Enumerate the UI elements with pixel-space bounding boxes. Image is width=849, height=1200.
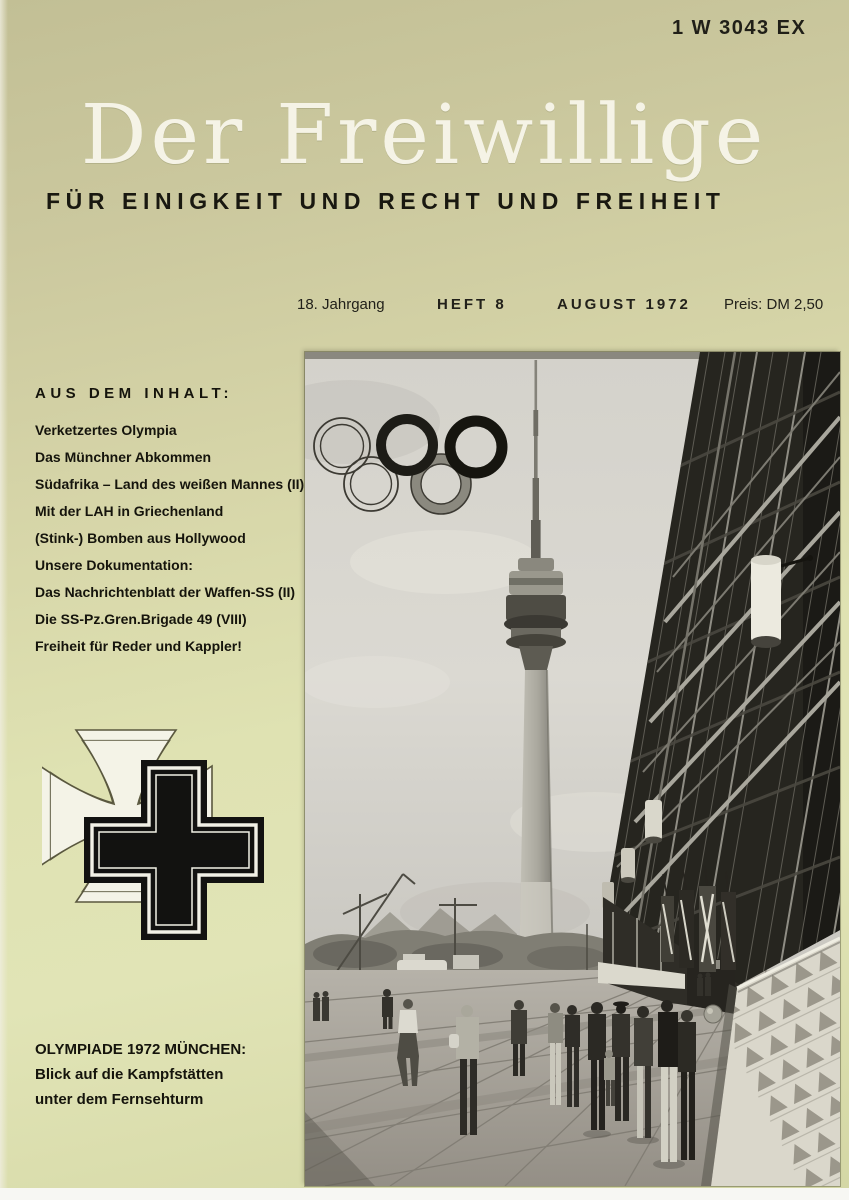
issue-date: AUGUST 1972 [557,296,691,313]
contents-item: Mit der LAH in Griechenland [35,503,224,519]
caption-line-2: Blick auf die Kampfstätten [35,1066,224,1083]
issue-info-line [0,296,849,318]
contents-item: Freiheit für Reder und Kappler! [35,638,242,654]
magazine-subtitle: FÜR EINIGKEIT UND RECHT UND FREIHEIT [46,188,726,214]
issue-number: HEFT 8 [437,296,507,313]
contents-item: Das Münchner Abkommen [35,449,212,465]
issue-volume: 18. Jahrgang [297,296,385,313]
balloon-highlight [707,1008,713,1014]
magazine-title: Der Freiwillige [80,88,768,183]
iron-cross-emblem-icon [42,728,264,942]
contents-item: Das Nachrichtenblatt der Waffen-SS (II) [35,584,296,600]
contents-item: Südafrika – Land des weißen Mannes (II) [35,476,305,492]
caption-line-1: OLYMPIADE 1972 MÜNCHEN: [35,1041,247,1058]
scan-background-strip [0,1188,849,1200]
scan-edge [0,0,8,1188]
contents-item: (Stink-) Bomben aus Hollywood [35,530,246,546]
contents-heading: AUS DEM INHALT: [35,385,234,402]
photo-caption [35,1037,246,1112]
contents-item: Verketzertes Olympia [35,422,177,438]
contents-block [35,385,303,660]
contents-item: Unsere Dokumentation: [35,557,193,573]
inventory-stamp: 1 W 3043 EX [672,17,807,39]
issue-price: Preis: DM 2,50 [724,296,824,313]
contents-item: Die SS-Pz.Gren.Brigade 49 (VIII) [35,611,247,627]
caption-line-3: unter dem Fernsehturm [35,1091,204,1108]
balloon [704,1005,722,1023]
cover-photo [305,352,840,1186]
